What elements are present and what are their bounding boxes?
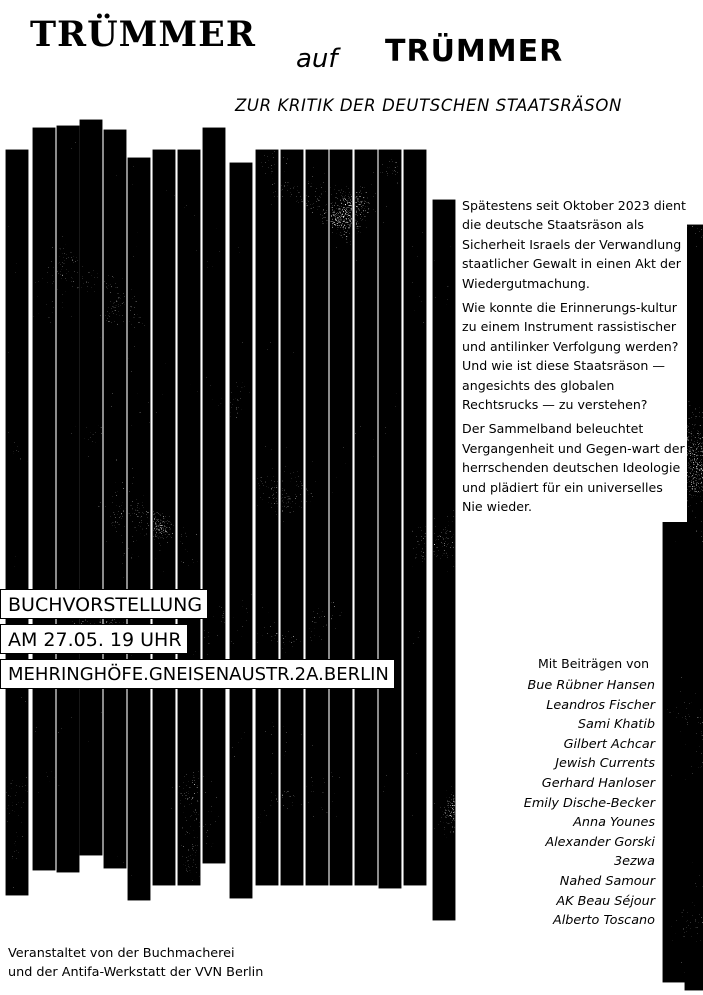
intro-paragraph-1: Spätestens seit Oktober 2023 dient die deutsche Staatsräson als Sicherheit Israels der Verwandlung staatlicher Gewalt in einen Akt der Wiedergutmachung.: [462, 198, 686, 291]
contributor-name: Nahed Samour: [559, 873, 655, 889]
rubble-strip: [203, 128, 225, 863]
title-main: TRÜMMER: [30, 14, 256, 55]
contributors-list: [524, 676, 655, 931]
rubble-strip: [404, 150, 426, 885]
contributor-name: Bue Rübner Hansen: [527, 678, 655, 693]
contributor-name: Gilbert Achcar: [563, 736, 655, 752]
contributor-name: Anna Younes: [573, 815, 655, 831]
rubble-strip: [379, 150, 401, 888]
contributor-name: Sami Khatib: [577, 717, 655, 733]
organizer-line-2: und der Antifa-Werkstatt der VVN Berlin: [8, 965, 264, 980]
contributor-name: Alberto Toscano: [552, 913, 655, 929]
rubble-strip: [330, 150, 352, 885]
rubble-strip: [256, 150, 278, 885]
event-date: AM 27.05. 19 UHR: [0, 624, 188, 654]
rubble-strip: [306, 150, 328, 885]
title-connector: auf: [296, 44, 338, 74]
rubble-strip: [128, 158, 150, 900]
rubble-strip: [281, 150, 303, 885]
organizer-line-1: Veranstaltet von der Buchmacherei: [8, 946, 235, 961]
rubble-strip: [685, 225, 703, 990]
rubble-strip: [178, 150, 200, 885]
rubble-strip: [6, 150, 28, 895]
rubble-strip: [230, 163, 252, 898]
intro-text: [462, 196, 687, 522]
contributor-name: Jewish Currents: [555, 756, 655, 772]
rubble-strip: [104, 130, 126, 868]
contributor-name: Gerhard Hanloser: [541, 775, 655, 791]
contributor-name: AK Beau Séjour: [556, 893, 655, 909]
contributor-name: Alexander Gorski: [545, 834, 655, 850]
rubble-strip: [80, 120, 102, 855]
rubble-strip: [33, 128, 55, 870]
title-second: TRÜMMER: [385, 34, 564, 69]
subtitle: ZUR KRITIK DER DEUTSCHEN STAATSRÄSON: [235, 96, 622, 115]
rubble-strip: [433, 200, 455, 920]
contributor-name: 3ezwa: [613, 854, 655, 870]
contributor-name: Leandros Fischer: [546, 697, 655, 713]
event-label: BUCHVORSTELLUNG: [0, 589, 208, 619]
rubble-strip: [57, 126, 79, 872]
rubble-strip: [153, 150, 175, 885]
intro-paragraph-2: Wie konnte die Erinnerungs-kultur zu einem Instrument rassistischer und antilinker Verfolgung werden? Und wie ist diese Staatsräson — angesichts des globalen Rechtsrucks — zu verstehen?: [462, 300, 679, 413]
contributor-name: Emily Dische-Becker: [523, 795, 655, 811]
contributors-label: Mit Beiträgen von: [538, 656, 650, 671]
rubble-strip: [355, 150, 377, 885]
intro-paragraph-3: Der Sammelband beleuchtet Vergangenheit und Gegen-wart der herrschenden deutschen Ideologie und plädiert für ein universelles Nie wieder.: [462, 421, 685, 515]
event-location: MEHRINGHÖFE.GNEISENAUSTR.2A.BERLIN: [0, 659, 395, 689]
organizer-credit: [8, 944, 263, 982]
